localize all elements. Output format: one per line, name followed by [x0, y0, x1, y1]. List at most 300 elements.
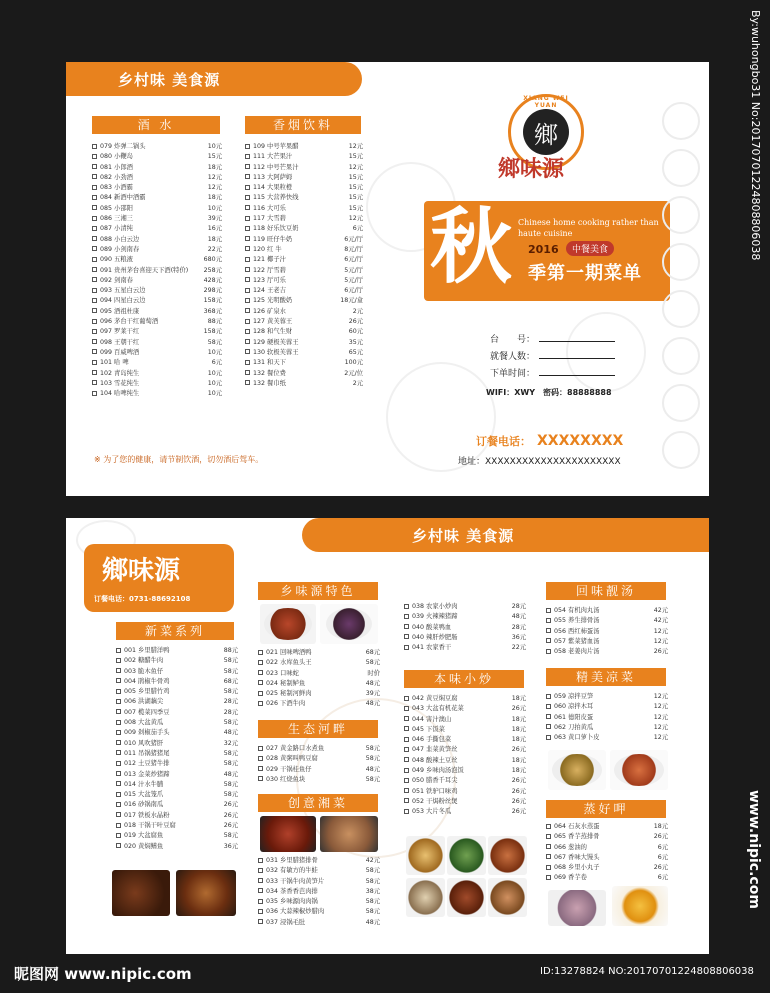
menu-item[interactable] [546, 692, 668, 702]
menu-item[interactable] [245, 193, 363, 203]
checkbox-icon[interactable] [92, 226, 97, 231]
checkbox-icon[interactable] [92, 277, 97, 282]
checkbox-icon[interactable] [92, 257, 97, 262]
checkbox-icon[interactable] [546, 649, 551, 654]
menu-item[interactable] [245, 286, 363, 296]
menu-item[interactable] [258, 856, 380, 866]
checkbox-icon[interactable] [546, 694, 551, 699]
menu-item[interactable] [546, 647, 668, 657]
checkbox-icon[interactable] [116, 792, 121, 797]
checkbox-icon[interactable] [92, 288, 97, 293]
checkbox-icon[interactable] [258, 858, 263, 863]
menu-item[interactable] [258, 877, 380, 887]
menu-item-label: 乡里腊猪排骨 [278, 857, 318, 864]
menu-item[interactable] [546, 733, 668, 743]
menu-item[interactable] [258, 754, 380, 764]
checkbox-icon[interactable] [546, 824, 551, 829]
checkbox-icon[interactable] [258, 746, 263, 751]
checkbox-icon[interactable] [404, 726, 409, 731]
menu-item[interactable] [404, 735, 526, 745]
menu-item[interactable] [245, 255, 363, 265]
menu-item[interactable] [116, 770, 238, 780]
checkbox-icon[interactable] [245, 308, 250, 313]
checkbox-icon[interactable] [116, 843, 121, 848]
checkbox-icon[interactable] [245, 226, 250, 231]
checkbox-icon[interactable] [116, 709, 121, 714]
menu-item[interactable] [92, 245, 222, 255]
menu-item-label: 手撕包菜 [424, 736, 452, 744]
menu-item[interactable] [92, 358, 222, 368]
checkbox-icon[interactable] [92, 164, 97, 169]
menu-item[interactable] [92, 276, 222, 286]
checkbox-icon[interactable] [116, 689, 121, 694]
checkbox-icon[interactable] [258, 680, 263, 685]
menu-item[interactable] [116, 697, 238, 707]
checkbox-icon[interactable] [245, 205, 250, 210]
menu-item[interactable] [258, 658, 380, 668]
menu-item[interactable] [546, 863, 668, 873]
checkbox-icon[interactable] [245, 195, 250, 200]
menu-item[interactable] [245, 235, 363, 245]
menu-item[interactable] [245, 276, 363, 286]
checkbox-icon[interactable] [258, 650, 263, 655]
checkbox-icon[interactable] [404, 788, 409, 793]
checkbox-icon[interactable] [116, 678, 121, 683]
checkbox-icon[interactable] [546, 618, 551, 623]
checkbox-icon[interactable] [116, 648, 121, 653]
menu-item-price: 5元/厅 [344, 276, 363, 284]
checkbox-icon[interactable] [245, 298, 250, 303]
checkbox-icon[interactable] [245, 164, 250, 169]
menu-item-price: 15元 [348, 204, 363, 212]
checkbox-icon[interactable] [404, 809, 409, 814]
menu-item-label: 大盆黄瓜 [136, 719, 164, 727]
checkbox-icon[interactable] [116, 730, 121, 735]
menu-item-label: 有敏方的牛蛙 [278, 867, 318, 875]
checkbox-icon[interactable] [245, 267, 250, 272]
checkbox-icon[interactable] [116, 750, 121, 755]
order-time-field[interactable] [490, 366, 615, 379]
menu-item[interactable] [245, 204, 363, 214]
menu-item[interactable] [116, 687, 238, 697]
menu-item[interactable] [258, 866, 380, 876]
menu-item[interactable] [92, 193, 222, 203]
checkbox-icon[interactable] [92, 174, 97, 179]
menu-item-price: 58元 [223, 749, 238, 757]
menu-item[interactable] [245, 214, 363, 224]
menu-item[interactable] [92, 369, 222, 379]
menu-item[interactable] [92, 348, 222, 358]
menu-item[interactable] [116, 842, 238, 852]
checkbox-icon[interactable] [546, 628, 551, 633]
menu-item[interactable] [116, 780, 238, 790]
checkbox-icon[interactable] [116, 812, 121, 817]
menu-item[interactable] [116, 749, 238, 759]
menu-item[interactable] [404, 776, 526, 786]
menu-item[interactable] [258, 887, 380, 897]
menu-item-number: 131 [253, 359, 266, 367]
menu-item[interactable] [245, 142, 363, 152]
menu-item-name [258, 897, 352, 907]
checkbox-icon[interactable] [245, 154, 250, 159]
menu-item-name [245, 358, 335, 368]
menu-item-price: 26元 [223, 822, 238, 830]
menu-item-label: 酒祖杜康 [112, 307, 140, 315]
menu-item[interactable] [546, 713, 668, 723]
checkbox-icon[interactable] [116, 699, 121, 704]
inner-banner: 乡村味 美食源 [302, 518, 709, 552]
menu-item[interactable] [404, 715, 526, 725]
checkbox-icon[interactable] [546, 638, 551, 643]
menu-item[interactable] [92, 204, 222, 214]
checkbox-icon[interactable] [245, 349, 250, 354]
menu-item[interactable] [92, 173, 222, 183]
checkbox-icon[interactable] [92, 329, 97, 334]
checkbox-icon[interactable] [258, 909, 263, 914]
menu-item[interactable] [258, 669, 380, 679]
menu-item-number: 055 [554, 617, 567, 625]
menu-item-number: 001 [124, 647, 137, 654]
menu-item[interactable] [92, 214, 222, 224]
checkbox-icon[interactable] [245, 246, 250, 251]
menu-item[interactable] [92, 224, 222, 234]
menu-item[interactable] [92, 338, 222, 348]
menu-item[interactable] [404, 643, 526, 653]
menu-item[interactable] [404, 797, 526, 807]
menu-item[interactable] [245, 317, 363, 327]
menu-item[interactable] [116, 831, 238, 841]
menu-item[interactable] [404, 756, 526, 766]
checkbox-icon[interactable] [546, 844, 551, 849]
checkbox-icon[interactable] [258, 868, 263, 873]
checkbox-icon[interactable] [92, 236, 97, 241]
checkbox-icon[interactable] [404, 757, 409, 762]
menu-item[interactable] [245, 327, 363, 337]
checkbox-icon[interactable] [258, 776, 263, 781]
checkbox-icon[interactable] [258, 691, 263, 696]
checkbox-icon[interactable] [116, 781, 121, 786]
checkbox-icon[interactable] [116, 761, 121, 766]
checkbox-icon[interactable] [116, 823, 121, 828]
checkbox-icon[interactable] [92, 319, 97, 324]
menu-item[interactable] [245, 245, 363, 255]
menu-item[interactable] [92, 379, 222, 389]
menu-item[interactable] [245, 173, 363, 183]
menu-item[interactable] [546, 627, 668, 637]
menu-item-number: 054 [554, 607, 567, 614]
menu-item[interactable] [258, 648, 380, 658]
menu-item-name [92, 358, 194, 368]
menu-item[interactable] [92, 327, 222, 337]
checkbox-icon[interactable] [258, 660, 263, 665]
table-number-field[interactable] [490, 332, 615, 345]
menu-item-number: 038 [412, 603, 425, 610]
checkbox-icon[interactable] [245, 216, 250, 221]
menu-item-name [258, 744, 352, 754]
menu-item[interactable] [404, 787, 526, 797]
menu-item[interactable] [258, 765, 380, 775]
checkbox-icon[interactable] [245, 360, 250, 365]
menu-item[interactable] [92, 317, 222, 327]
checkbox-icon[interactable] [404, 604, 409, 609]
checkbox-icon[interactable] [404, 768, 409, 773]
menu-item[interactable] [245, 358, 363, 368]
checkbox-icon[interactable] [546, 704, 551, 709]
menu-item-name [245, 235, 335, 245]
menu-item-label: 大可乐 [265, 204, 286, 212]
menu-item-label: 椰子汁 [265, 256, 286, 264]
menu-item[interactable] [116, 708, 238, 718]
menu-item-price: 15元 [348, 173, 363, 181]
menu-item-name [245, 276, 335, 286]
menu-item[interactable] [245, 224, 363, 234]
menu-item[interactable] [245, 183, 363, 193]
checkbox-icon[interactable] [404, 716, 409, 721]
menu-item-number: 090 [100, 256, 113, 264]
menu-item[interactable] [92, 296, 222, 306]
checkbox-icon[interactable] [92, 144, 97, 149]
menu-item-label: 酸辣土豆丝 [424, 756, 458, 764]
menu-item-label: 香芋蒸排骨 [566, 833, 600, 841]
checkbox-icon[interactable] [245, 370, 250, 375]
checkbox-icon[interactable] [92, 308, 97, 313]
menu-item[interactable] [116, 656, 238, 666]
checkbox-icon[interactable] [92, 267, 97, 272]
author-watermark: By:wuhongbo31 No:20170701224808806038 [749, 10, 762, 261]
checkbox-icon[interactable] [404, 778, 409, 783]
checkbox-icon[interactable] [546, 735, 551, 740]
order-phone [476, 433, 623, 449]
checkbox-icon[interactable] [546, 714, 551, 719]
menu-item[interactable] [404, 694, 526, 704]
checkbox-icon[interactable] [404, 798, 409, 803]
menu-item[interactable] [404, 745, 526, 755]
menu-item[interactable] [92, 286, 222, 296]
checkbox-icon[interactable] [92, 205, 97, 210]
menu-item-name [92, 224, 194, 234]
menu-item[interactable] [245, 338, 363, 348]
menu-item[interactable] [546, 702, 668, 712]
checkbox-icon[interactable] [245, 174, 250, 179]
menu-item[interactable] [245, 163, 363, 173]
checkbox-icon[interactable] [92, 246, 97, 251]
checkbox-icon[interactable] [258, 888, 263, 893]
menu-item[interactable] [116, 821, 238, 831]
menu-item-label: 和天下 [265, 359, 286, 367]
menu-item[interactable] [404, 633, 526, 643]
tobacco-section-title: 香烟饮料 [245, 116, 361, 134]
checkbox-icon[interactable] [245, 380, 250, 385]
menu-item[interactable] [116, 646, 238, 656]
checkbox-icon[interactable] [404, 696, 409, 701]
menu-item-name [404, 612, 498, 622]
menu-item-number: 061 [554, 713, 567, 721]
menu-item[interactable] [258, 775, 380, 785]
checkbox-icon[interactable] [92, 298, 97, 303]
menu-item[interactable] [404, 612, 526, 622]
menu-item[interactable] [546, 822, 668, 832]
checkbox-icon[interactable] [92, 370, 97, 375]
menu-item[interactable] [245, 307, 363, 317]
checkbox-icon[interactable] [245, 288, 250, 293]
menu-item-number: 109 [253, 143, 266, 150]
checkbox-icon[interactable] [546, 608, 551, 613]
menu-item[interactable] [116, 739, 238, 749]
menu-item-label: 中号芒果汁 [265, 163, 299, 171]
menu-item[interactable] [404, 602, 526, 612]
inner-logo-name: 鄉味源 [102, 556, 181, 586]
checkbox-icon[interactable] [245, 319, 250, 324]
menu-item[interactable] [92, 255, 222, 265]
guest-count-field[interactable] [490, 349, 615, 362]
menu-item[interactable] [92, 183, 222, 193]
checkbox-icon[interactable] [245, 257, 250, 262]
checkbox-icon[interactable] [404, 645, 409, 650]
checkbox-icon[interactable] [258, 756, 263, 761]
checkbox-icon[interactable] [258, 670, 263, 675]
menu-item[interactable] [546, 723, 668, 733]
checkbox-icon[interactable] [116, 833, 121, 838]
autumn-menu-title-block [424, 201, 670, 301]
checkbox-icon[interactable] [245, 329, 250, 334]
phone-number: XXXXXXXX [537, 433, 624, 449]
menu-item[interactable] [116, 728, 238, 738]
checkbox-icon[interactable] [404, 747, 409, 752]
menu-item-number: 033 [266, 877, 279, 885]
menu-item-label: 大营养快线 [265, 194, 299, 202]
menu-item[interactable] [258, 679, 380, 689]
checkbox-icon[interactable] [546, 854, 551, 859]
checkbox-icon[interactable] [116, 658, 121, 663]
checkbox-icon[interactable] [245, 144, 250, 149]
checkbox-icon[interactable] [92, 195, 97, 200]
checkbox-icon[interactable] [245, 339, 250, 344]
menu-item[interactable] [116, 718, 238, 728]
menu-item-price: 12元 [348, 163, 363, 171]
menu-item[interactable] [404, 623, 526, 633]
checkbox-icon[interactable] [92, 360, 97, 365]
menu-item[interactable] [245, 348, 363, 358]
menu-item[interactable] [404, 704, 526, 714]
checkbox-icon[interactable] [245, 277, 250, 282]
menu-item-number: 024 [266, 679, 279, 687]
checkbox-icon[interactable] [404, 706, 409, 711]
checkbox-icon[interactable] [92, 339, 97, 344]
menu-item[interactable] [92, 163, 222, 173]
menu-item[interactable] [258, 689, 380, 699]
menu-item-price: 22元 [207, 245, 222, 253]
menu-item[interactable] [546, 606, 668, 616]
checkbox-icon[interactable] [116, 802, 121, 807]
menu-item-name [92, 296, 194, 306]
menu-item-number: 040 [412, 633, 425, 641]
menu-item[interactable] [258, 699, 380, 709]
menu-item-label: 黄口萝卜皮 [566, 734, 600, 742]
menu-item-name [404, 797, 498, 807]
menu-item[interactable] [92, 152, 222, 162]
menu-item[interactable] [116, 790, 238, 800]
menu-item-number: 051 [412, 787, 425, 795]
menu-item[interactable] [546, 616, 668, 626]
checkbox-icon[interactable] [258, 878, 263, 883]
menu-item[interactable] [245, 266, 363, 276]
menu-item[interactable] [245, 152, 363, 162]
checkbox-icon[interactable] [258, 701, 263, 706]
checkbox-icon[interactable] [92, 380, 97, 385]
home-dishes-list [404, 602, 526, 653]
menu-item[interactable] [245, 296, 363, 306]
menu-item[interactable] [116, 800, 238, 810]
menu-item[interactable] [92, 266, 222, 276]
menu-item[interactable] [258, 744, 380, 754]
checkbox-icon[interactable] [92, 185, 97, 190]
checkbox-icon[interactable] [404, 634, 409, 639]
menu-item-label: 黄豆焖豆腐 [424, 695, 458, 702]
menu-item-label: 三湘三 [112, 215, 133, 223]
menu-item[interactable] [546, 873, 668, 883]
checkbox-icon[interactable] [92, 391, 97, 396]
checkbox-icon[interactable] [92, 349, 97, 354]
menu-item[interactable] [92, 307, 222, 317]
checkbox-icon[interactable] [546, 834, 551, 839]
menu-item-label: 小剑南春 [112, 245, 140, 253]
checkbox-icon[interactable] [116, 668, 121, 673]
menu-item[interactable] [546, 843, 668, 853]
menu-item[interactable] [245, 369, 363, 379]
menu-item-label: 干焗粉丝煲 [424, 797, 458, 805]
checkbox-icon[interactable] [404, 737, 409, 742]
checkbox-icon[interactable] [92, 154, 97, 159]
menu-item[interactable] [404, 766, 526, 776]
checkbox-icon[interactable] [546, 724, 551, 729]
checkbox-icon[interactable] [258, 766, 263, 771]
menu-item[interactable] [116, 677, 238, 687]
menu-item[interactable] [92, 389, 222, 399]
menu-item[interactable] [404, 725, 526, 735]
checkbox-icon[interactable] [116, 740, 121, 745]
checkbox-icon[interactable] [92, 216, 97, 221]
menu-item[interactable] [116, 759, 238, 769]
menu-item[interactable] [258, 918, 380, 928]
menu-item-label: 回味啤酒鸭 [278, 649, 312, 656]
menu-item[interactable] [546, 832, 668, 842]
checkbox-icon[interactable] [116, 720, 121, 725]
menu-item[interactable] [258, 907, 380, 917]
checkbox-icon[interactable] [546, 875, 551, 880]
menu-item[interactable] [546, 637, 668, 647]
menu-item[interactable] [245, 379, 363, 389]
checkbox-icon[interactable] [245, 236, 250, 241]
checkbox-icon[interactable] [404, 624, 409, 629]
menu-item[interactable] [404, 807, 526, 817]
checkbox-icon[interactable] [258, 919, 263, 924]
menu-item[interactable] [258, 897, 380, 907]
menu-item-name [245, 173, 335, 183]
checkbox-icon[interactable] [245, 185, 250, 190]
checkbox-icon[interactable] [116, 771, 121, 776]
checkbox-icon[interactable] [546, 865, 551, 870]
menu-item[interactable] [546, 853, 668, 863]
checkbox-icon[interactable] [258, 899, 263, 904]
checkbox-icon[interactable] [404, 614, 409, 619]
menu-item-price: 58元 [223, 760, 238, 768]
menu-item-name [404, 745, 498, 755]
menu-item[interactable] [116, 811, 238, 821]
menu-item[interactable] [116, 667, 238, 677]
menu-item[interactable] [92, 142, 222, 152]
new-dishes-title: 新菜系列 [116, 622, 234, 640]
menu-item[interactable] [92, 235, 222, 245]
